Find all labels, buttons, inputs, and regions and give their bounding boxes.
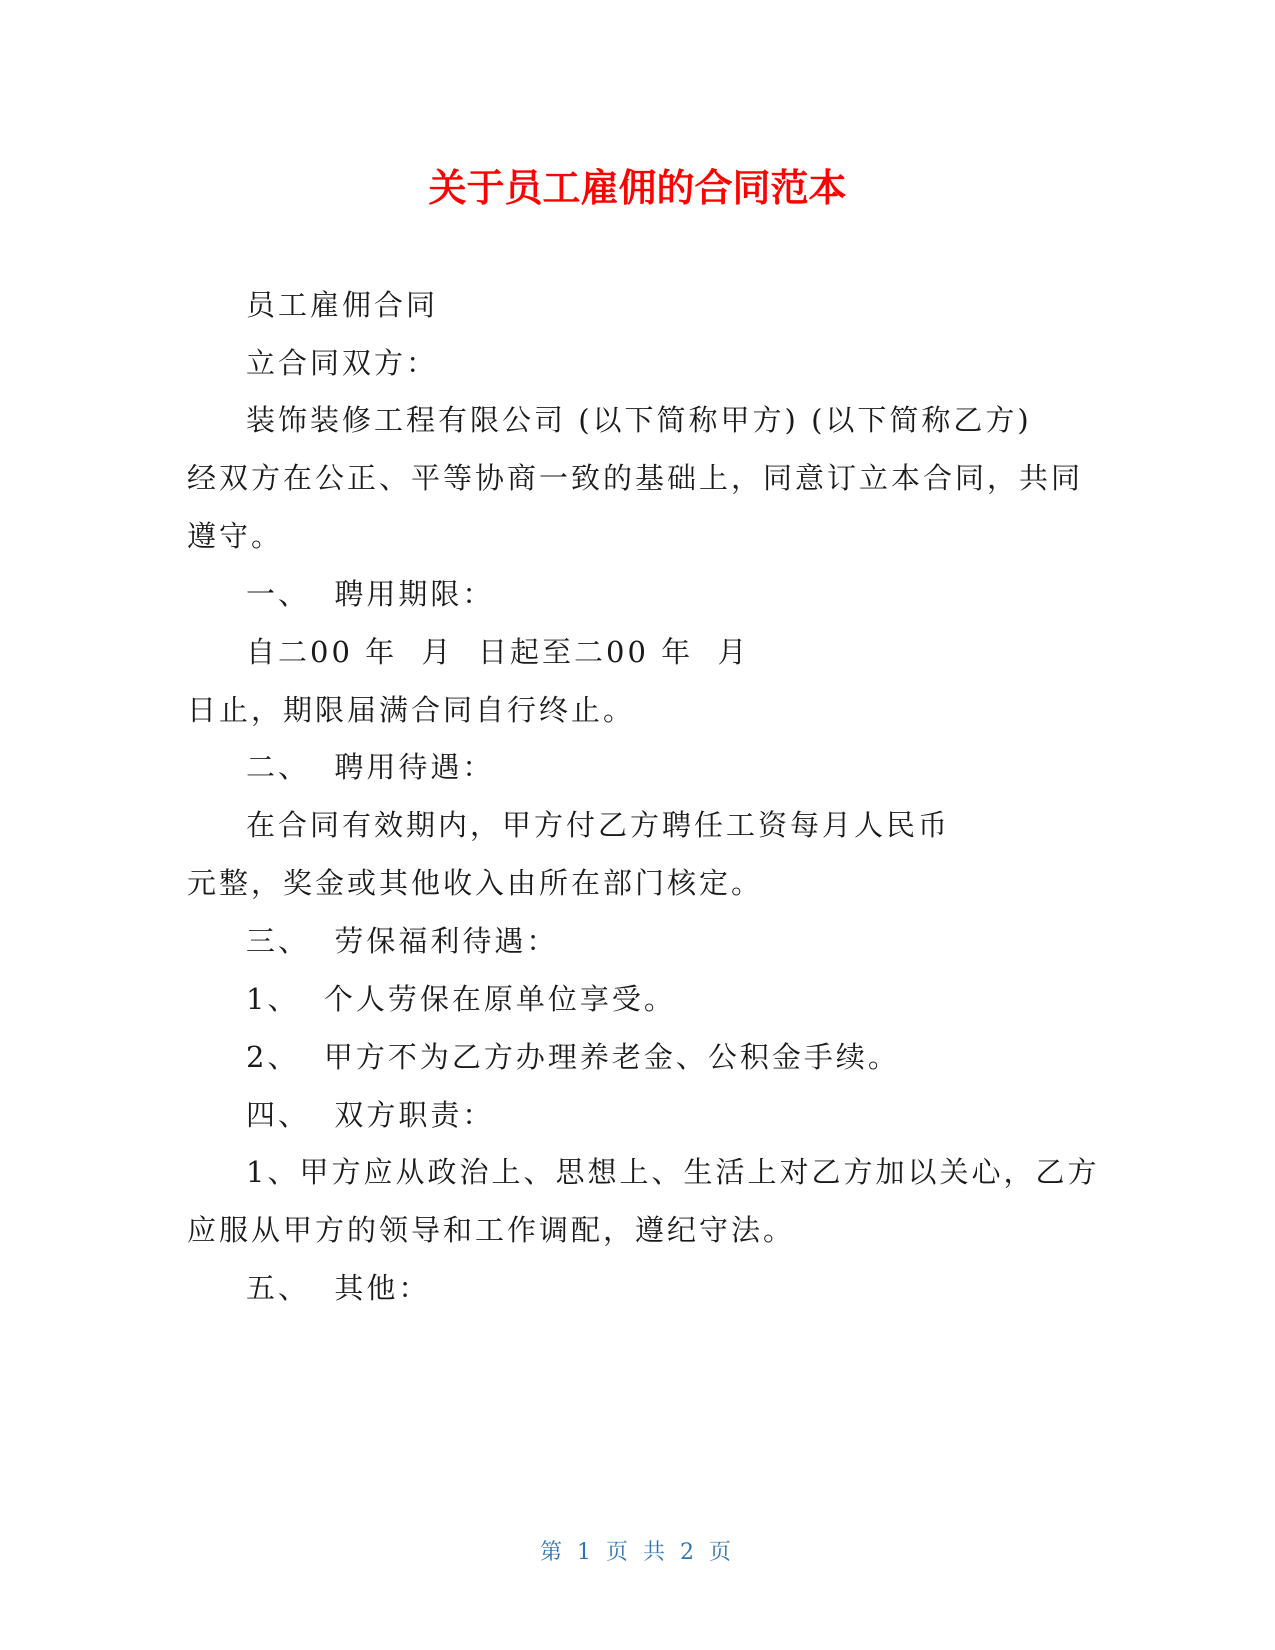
section-heading-benefits: 三、 劳保福利待遇： — [246, 924, 559, 958]
page-indicator: 第 1 页 共 2 页 — [540, 1540, 735, 1565]
paragraph-salary-end: 元整，奖金或其他收入由所在部门核定。 — [187, 866, 764, 900]
list-item-benefit-2: 2、 甲方不为乙方办理养老金、公积金手续。 — [246, 1040, 900, 1074]
paragraph-parties-names: 装饰装修工程有限公司 (以下简称甲方) (以下简称乙方) — [246, 403, 1032, 437]
document-title: 关于员工雇佣的合同范本 — [428, 166, 847, 210]
paragraph-agreement-line-end: 遵守。 — [187, 519, 284, 553]
list-item-benefit-1: 1、 个人劳保在原单位享受。 — [246, 982, 676, 1016]
section-heading-term: 一、 聘用期限： — [246, 577, 495, 611]
paragraph-term-end: 日止，期限届满合同自行终止。 — [187, 693, 636, 727]
section-heading-duties: 四、 双方职责： — [246, 1098, 495, 1132]
paragraph-contract-heading: 员工雇佣合同 — [246, 288, 439, 322]
section-heading-compensation: 二、 聘用待遇： — [246, 750, 495, 784]
paragraph-parties-label: 立合同双方： — [246, 346, 439, 380]
section-heading-other: 五、 其他： — [246, 1271, 431, 1305]
paragraph-duties: 1、甲方应从政治上、思想上、生活上对乙方加以关心，乙方 — [246, 1155, 1100, 1189]
paragraph-duties-end: 应服从甲方的领导和工作调配，遵纪守法。 — [187, 1213, 796, 1247]
paragraph-term-dates: 自二00 年 月 日起至二00 年 月 — [246, 635, 750, 669]
paragraph-salary: 在合同有效期内，甲方付乙方聘任工资每月人民币 — [246, 808, 951, 842]
paragraph-agreement-line: 经双方在公正、平等协商一致的基础上，同意订立本合同，共同 — [187, 461, 1084, 495]
